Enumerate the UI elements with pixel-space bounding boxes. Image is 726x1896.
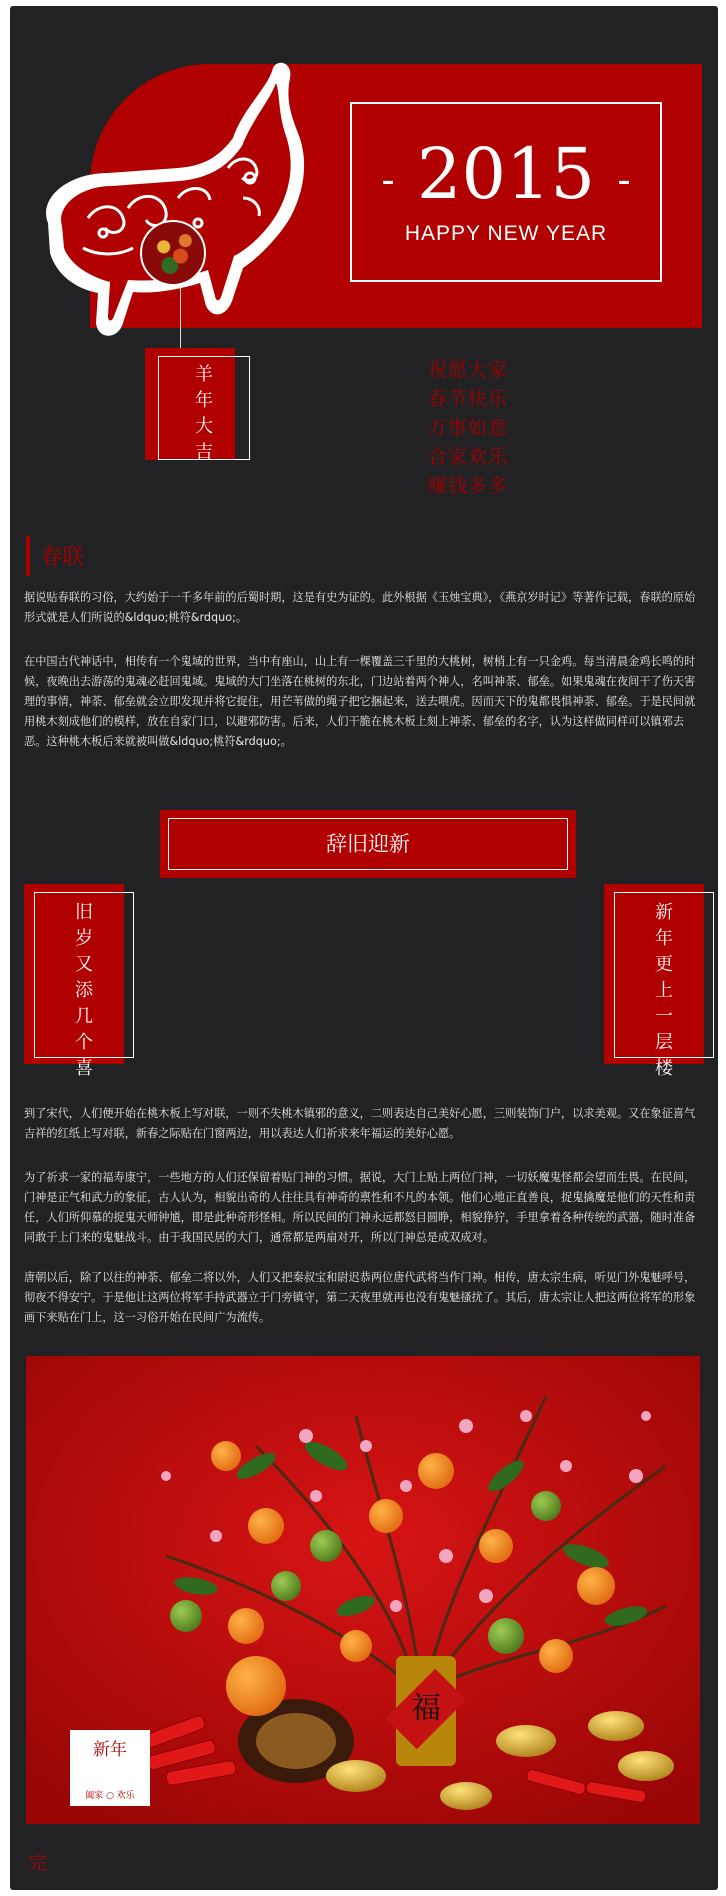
year-text: 2015	[416, 133, 596, 215]
paragraph-2: 在中国古代神话中，相传有一个鬼域的世界，当中有座山，山上有一棵覆盖三千里的大桃树，树梢上有一只金鸡。每当清晨金鸡长鸣的时候，夜晚出去游荡的鬼魂必赶回鬼域。鬼域的大门坐落在桃树的东北，门边站着两个神人，名叫神荼、郁垒。如果鬼魂在夜间干了伤天害理的事情，神荼、郁垒就会立即发现并将它捉住，用芒苇做的绳子把它捆起来，送去喂虎。因而天下的鬼都畏惧神荼、郁垒。于是民间就用桃木刻成他们的模样，放在自家门口，以避邪防害。后来，人们干脆在桃木板上刻上神荼、郁垒的名字，认为这样做同样可以镇邪去恶。这种桃木板后来就被叫做&ldquo;桃符&rdquo;。	[24, 655, 696, 748]
wish-item: 赚钱多多	[428, 475, 509, 497]
goat-papercut-icon	[28, 58, 328, 352]
photo-tag-card	[70, 1730, 150, 1806]
couplet-char: 个	[75, 1032, 93, 1053]
couplet-char: 上	[655, 980, 673, 1001]
tag-char: 羊	[195, 364, 213, 385]
couplet-char: 更	[655, 954, 673, 975]
paragraph-4: 为了祈求一家的福寿康宁，一些地方的人们还保留着贴门神的习惯。据说，大门上贴上两位门神，一切妖魔鬼怪都会望而生畏。在民间，门神是正气和武力的象征，古人认为，相貌出奇的人往往具有神奇的禀性和不凡的本领。他们心地正直善良，捉鬼擒魔是他们的天性和责任，人们所仰慕的捉鬼天师钟馗，即是此种奇形怪相。所以民间的门神永远都怒目圆睁，相貌狰狞，手里拿着各种传统的武器，随时准备同敢于上门来的鬼魅战斗。由于我国民居的大门，通常都是两扇对开，所以门神总是成双成对。	[24, 1171, 696, 1244]
dash-right: -	[617, 158, 631, 202]
couplet-char: 岁	[75, 928, 93, 949]
couplet-char: 层	[655, 1032, 673, 1053]
end-mark: 完	[28, 1852, 48, 1874]
couplet-right-text	[614, 900, 714, 1082]
photo-tag-subtitle: 阖家 ○ 欢乐	[85, 1791, 135, 1801]
couplet-left-text	[34, 900, 134, 1082]
couplet-char: 几	[75, 1006, 93, 1027]
wishes-list	[428, 356, 508, 501]
newsletter-page	[10, 6, 718, 1890]
wish-item: 合家欢乐	[428, 446, 509, 468]
section-title: 春联	[40, 545, 85, 570]
couplet-char: 喜	[75, 1058, 93, 1079]
wish-item: 春节快乐	[428, 388, 509, 410]
banner-label: 辞旧迎新	[168, 818, 568, 870]
wish-item: 万事如意	[428, 417, 509, 439]
goat-photo-circle	[140, 220, 206, 286]
couplet-char: 添	[75, 980, 93, 1001]
couplet-char: 一	[655, 1006, 673, 1027]
dash-left: -	[381, 158, 395, 202]
section-accent-bar	[26, 536, 30, 576]
title-box	[350, 102, 662, 282]
happy-new-year-text: HAPPY NEW YEAR	[404, 222, 608, 245]
paragraph-5: 唐朝以后，除了以往的神荼、郁垒二将以外，人们又把秦叔宝和尉迟恭两位唐代武将当作门神。相传，唐太宗生病，听见门外鬼魅呼号，彻夜不得安宁。于是他让这两位将军手持武器立于门旁镇守，第二天夜里就再也没有鬼魅搔扰了。其后，唐太宗让人把这两位将军的形象画下来贴在门上，这一习俗开始在民间广为流传。	[24, 1271, 696, 1324]
banner-block	[160, 810, 576, 878]
paragraph-1: 据说贴春联的习俗，大约始于一千多年前的后蜀时期，这是有史为证的。此外根据《玉烛宝典》，《燕京岁时记》等著作记载，春联的原始形式就是人们所说的&ldquo;桃符&rdquo;。	[24, 591, 696, 624]
photo-tag-title: 新年	[93, 1740, 127, 1760]
couplet-char: 年	[655, 928, 673, 949]
tag-char: 大	[195, 416, 213, 437]
paragraph-3: 到了宋代，人们便开始在桃木板上写对联，一则不失桃木镇邪的意义，二则表达自己美好心愿，三则装饰门户，以求美观。又在象征喜气吉祥的红纸上写对联，新春之际贴在门窗两边，用以表达人们祈求来年福运的美好心愿。	[24, 1107, 696, 1140]
couplet-char: 楼	[655, 1058, 673, 1079]
tag-char: 年	[195, 390, 213, 411]
wish-item: 祝愿大家	[428, 359, 509, 381]
festival-photo	[26, 1356, 700, 1824]
couplet-char: 又	[75, 954, 93, 975]
vertical-tag-text	[158, 362, 250, 466]
couplet-char: 旧	[75, 902, 93, 923]
connector-line	[180, 286, 181, 348]
tag-char: 吉	[195, 442, 213, 463]
couplet-char: 新	[655, 902, 673, 923]
fu-character-icon: 福	[411, 1691, 441, 1726]
